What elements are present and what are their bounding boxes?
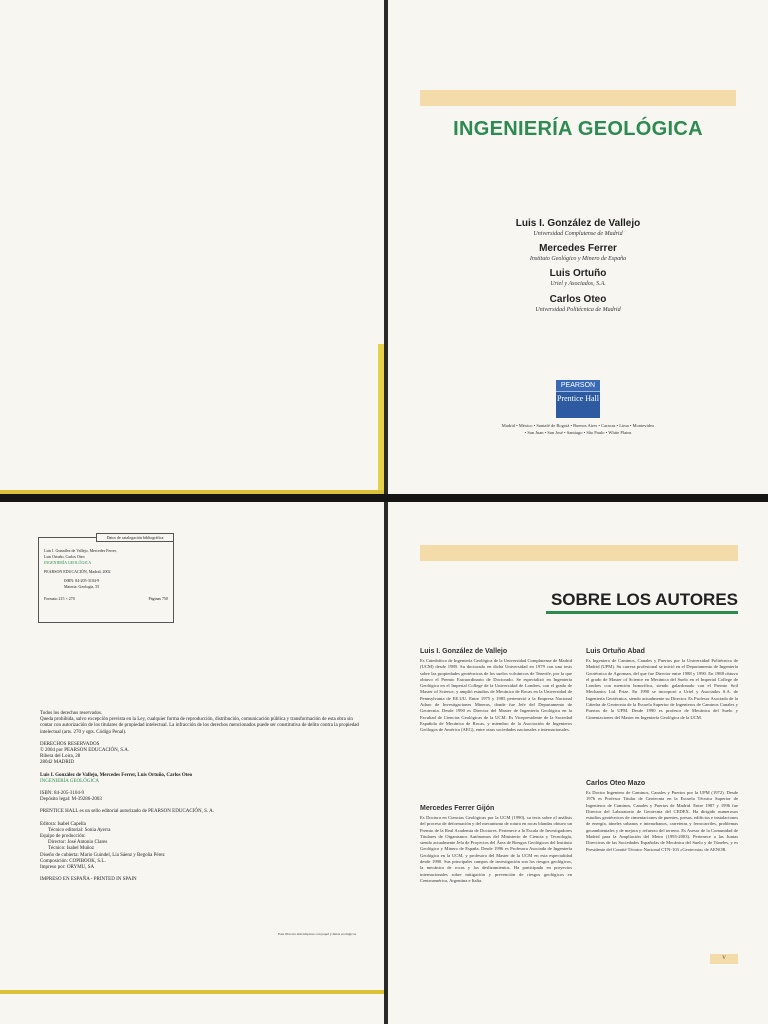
catalog-line: Materia: Geología, 55 <box>64 584 100 589</box>
page-bottom-strip <box>0 990 384 994</box>
author-name: Carlos Oteo <box>549 294 607 305</box>
bio-name: Carlos Oteo Mazo <box>586 780 646 787</box>
catalog-pages: Páginas 750 <box>148 596 168 601</box>
author-block <box>388 294 768 313</box>
edition-block <box>40 773 360 785</box>
title-band <box>420 90 736 106</box>
deposit: Depósito legal: M-39286-2003 <box>40 797 102 803</box>
author-name: Luis Ortuño <box>549 268 607 279</box>
section-title: SOBRE LOS AUTORES <box>550 590 738 609</box>
blank-endpaper-page <box>0 0 384 494</box>
cities-line: Madrid • México • Santafé de Bogotá • Buenos Aires • Caracas • Lima • Montevideo <box>501 423 655 428</box>
logo-top-text: PEARSON <box>556 380 600 392</box>
catalog-line: Luis I. González de Vallejo, Mercedes Ferrer, <box>44 548 117 553</box>
bio-text: Es Ingeniero de Caminos, Canales y Puertos por la Universidad Politécnica de Madrid (UPM). Su carrera profesional se inició en el Departamento de Ingeniería Geotécnica de Agroman, del que fue Director entre 1988 y 1990. En 1988 obtuvo el grado de Master of Science en Mecánica del Suelo en el Imperial College de Londres con mención honorífica, siendo galardonado con el Premio Soil Mechanics Ltd. Prize. En 1990 se incorporó a Uriel y Asociados S.A. de Ingeniería Geotécnica, siendo actualmente su Director. Es Profesor Asociado de la Cátedra de Geotecnia de la Escuela Superior de Ingenieros de Caminos Canales y Puertos de la UPM. Desde 1990 es profesor de Mecánica del Suelo y Cimentaciones del Master en Ingeniería Geológica de la UCM. <box>586 658 738 720</box>
book-gutter-horizontal <box>0 494 768 502</box>
bio-text: Es Doctora en Ciencias Geológicas por la UCM (1990), su tesis sobre el análisis del proceso de deformación y del mecanismo de rotura en rocas blandas obtuvo un Premio de la Real Academia de Doctores. Pertenece a la Escala de Investigadores Titulares de Organismos Autónomos del Ministerio de Ciencia y Tecnología, siendo actualmente Jefa de Proyectos del Área de Riesgos Geológicos del Instituto Geológico y Minero de España. Desde 1996 es Profesora Asociada de Ingeniería Geológica en la UCM, y profesora del Master de la UCM en esta especialidad desde 1990. Sus principales campos de investigación son los riesgos geológicos, la mecánica de rocas y los deslizamientos. Ha participado en proyectos internacionales sobre mitigación y prevención de riesgos geológicos en Centroamérica, Argentina e Italia. <box>420 815 572 883</box>
section-band <box>420 545 738 561</box>
credit-composition: Composición: COPIBOOK, S.L. <box>40 858 106 864</box>
author-affiliation: Universidad Politécnica de Madrid <box>535 307 621 313</box>
cover-bottom-strip <box>0 490 384 494</box>
pearson-prentice-hall-logo <box>556 380 600 418</box>
author-affiliation: Uriel y Asociados, S.A. <box>550 281 606 287</box>
author-block <box>388 268 768 287</box>
imprint: PRENTICE HALL es un sello editorial autorizado de PEARSON EDUCACIÓN, S. A. <box>40 809 214 815</box>
isbn: ISBN: 84-205-3104-9 <box>40 791 85 797</box>
catalog-format: Formato 215 × 270 <box>44 596 75 601</box>
author-bio <box>420 805 572 884</box>
copyright-block <box>40 742 360 767</box>
section-rule <box>546 611 738 614</box>
authors-line: Luis I. González de Vallejo, Mercedes Ferrer, Luis Ortuño, Carlos Oteo <box>40 772 193 778</box>
credit-editor: Editora: Isabel Capella <box>40 821 86 827</box>
copyright-line: DERECHOS RESERVADOS <box>40 741 100 747</box>
copyright-line: 28042 MADRID <box>40 760 75 766</box>
credit-technician: Técnico: Isabel Muñoz <box>48 846 95 852</box>
author-block <box>388 243 768 262</box>
catalog-line: INGENIERÍA GEOLÓGICA <box>44 560 92 565</box>
catalog-tag: Datos de catalogación bibliográfica <box>96 533 174 542</box>
bio-name: Luis I. González de Vallejo <box>420 648 508 655</box>
page-number: V <box>710 954 738 964</box>
publisher-cities <box>472 422 684 436</box>
rights-block <box>40 711 360 736</box>
book-line: INGENIERÍA GEOLÓGICA <box>40 778 100 784</box>
author-bio <box>586 780 738 853</box>
author-bio <box>586 648 738 721</box>
credit-cover: Diseño de cubierta: Mario Guindel, Lía Sáenz y Begoña Pérez <box>40 852 165 858</box>
author-affiliation: Instituto Geológico y Minero de España <box>529 256 627 262</box>
catalog-line: ISBN: 84-205-3104-9 <box>64 578 100 583</box>
catalog-format-row <box>44 596 168 602</box>
copyright-page <box>0 502 384 1024</box>
rights-text: Queda prohibida, salvo excepción prevista en la Ley, cualquier forma de reproducción, distribución, comunicación pública y transformación de esta obra sin contar con autorización de los titulares de propiedad intelectual. La infracción de los derechos mencionados puede ser constitutiva de delito contra la propiedad intelectual (arts. 270 y sgts. Código Penal). <box>40 717 359 735</box>
author-block <box>388 218 768 237</box>
catalog-record-box <box>38 537 174 623</box>
catalog-line: Luis Ortuño, Carlos Oteo <box>44 554 85 559</box>
rights-title: Todos los derechos reservados. <box>40 711 103 716</box>
copyright-line: © 2004 por PEARSON EDUCACIÓN, S.A. <box>40 748 130 754</box>
bio-name: Mercedes Ferrer Gijón <box>420 805 495 812</box>
bio-text: Es Doctor Ingeniero de Caminos, Canales y Puertos por la UPM (1972). Desde 1976 es Profesor Titular de Geotecnia en la Escuela Técnica Superior de Ingenieros de Caminos, Canales y Puertos de Madrid. Entre 1987 y 1996 fue Director del Laboratorio de Geotecnia del CEDEX. Ha dirigido numerosos estudios geotécnicos de cimentaciones de puentes, presas, edificios e instalaciones de energía, túneles urbanos e interurbanos, carreteras y ferrocarriles, problemas geoambientales y de mejora y refuerzo del terreno. Es Asesor de la Comunidad de Madrid para la Ampliación del Metro (1995-2003). Pertenece a las Juntas Directivas de las Sociedades Españolas de Mecánica del Suelo y de Túneles, y es Presidente del Comité Técnico Nacional CTN-103 «Geotecnia» de AENOR. <box>586 790 738 852</box>
paper-note: Este libro ha sido impreso con papel y tintas ecológicos <box>278 932 356 936</box>
logo-bottom-text: Prentice Hall <box>557 394 599 403</box>
credit-printer: Impreso por: ORYMU, SA <box>40 865 95 871</box>
cover-edge-strip <box>378 344 384 494</box>
catalog-line: PEARSON EDUCACIÓN, Madrid, 2002 <box>44 569 111 574</box>
title-page <box>388 0 768 494</box>
author-name: Luis I. González de Vallejo <box>515 218 641 229</box>
legal-text <box>40 711 360 889</box>
author-bio <box>420 648 572 734</box>
credits-block <box>40 822 360 872</box>
bio-text: Es Catedrático de Ingeniería Geológica de la Universidad Complutense de Madrid (UCM) desde 1989. Su doctorado en dicha Universidad en 1979 con una tesis sobre las propiedades geotécnicas de los suelos volcánicos de Tenerife, por la que obtuvo el Premio Extraordinario de Doctorado. Se especializó en Ingeniería Geológica en el Imperial College de la Universidad de Londres, con el grado de Master of Science, y amplió estudios de Mecánica de Rocas en la Universidad de Pennsylvania de EE.UU. Entre 1975 y 1985 perteneció a la Empresa Nacional Adaro de Investigaciones Mineras, donde fue Jefe del Departamento de Geotecnia. Desde 1990 es Director del Master de Ingeniería Geológica en la Facultad de Ciencias Geológicas de la UCM. Es Vicepresidente de la Sociedad Española de Mecánica de Rocas, y miembro de la Asociación de Ingenieros Geólogos de América (AEG), entre otras sociedades nacionales e internacionales. <box>420 658 572 733</box>
copyright-line: Ribera del Loira, 28 <box>40 754 81 760</box>
bio-name: Luis Ortuño Abad <box>586 648 645 655</box>
credit-production: Equipo de producción: <box>40 834 86 840</box>
author-affiliation: Universidad Complutense de Madrid <box>533 231 623 237</box>
credit-tech-editor: Técnico editorial: Sonia Ayerra <box>48 827 111 833</box>
author-name: Mercedes Ferrer <box>539 243 617 254</box>
about-authors-page <box>388 502 768 1024</box>
cities-line: • San Juan • San José • Santiago • São Paulo • White Plains <box>524 430 632 435</box>
isbn-block <box>40 791 360 803</box>
printed-in: IMPRESO EN ESPAÑA - PRINTED IN SPAIN <box>40 877 137 883</box>
credit-director: Director: José Antonio Clares <box>48 840 108 846</box>
book-title: INGENIERÍA GEOLÓGICA <box>453 118 703 140</box>
